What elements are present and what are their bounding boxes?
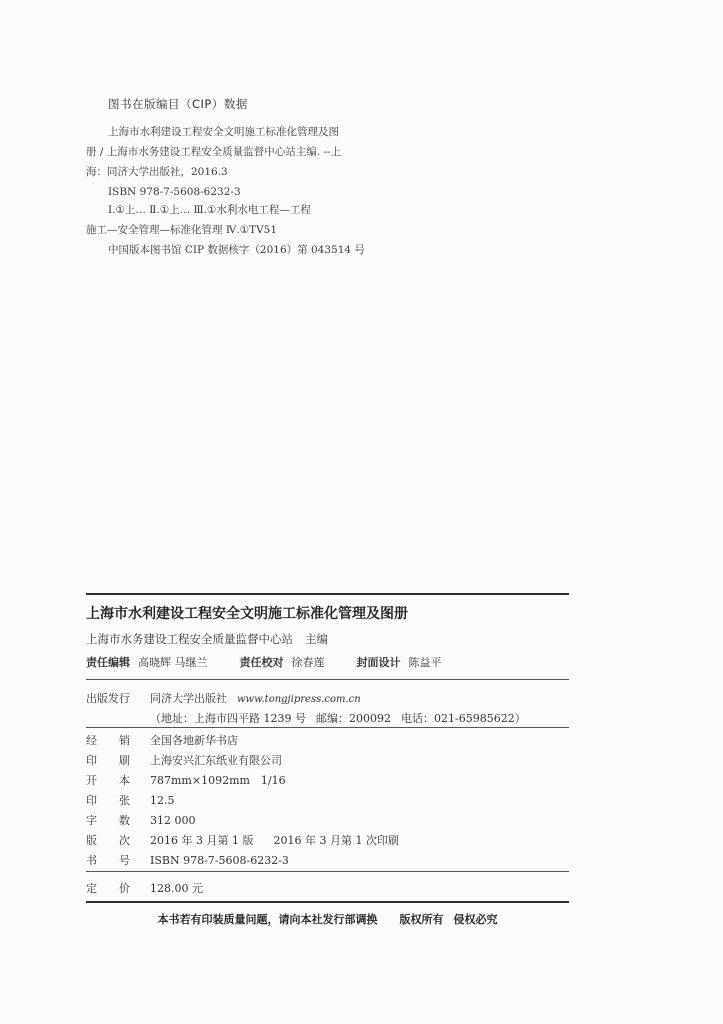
infringement-text: 侵权必究 (453, 913, 498, 926)
format-row (86, 772, 286, 788)
cip-line: 册 / 上海市水务建设工程安全质量监督中心站主编. --上 (86, 146, 341, 158)
publisher-label: 出版发行 (86, 692, 130, 705)
address: （地址：上海市四平路 1239 号 (150, 712, 306, 725)
cip-title: 图书在版编目（CIP）数据 (108, 97, 248, 111)
footer-notice (86, 911, 569, 927)
responsible-editor-names: 高晓辉 马继兰 (138, 656, 208, 669)
row-label: 版 次 (86, 834, 130, 847)
responsible-editor-label: 责任编辑 (86, 656, 130, 669)
publisher-name: 同济大学出版社 (150, 692, 227, 705)
row-value: 787mm×1092mm 1/16 (150, 774, 286, 787)
word-count-row (86, 812, 196, 828)
phone: 电话：021-65985622） (401, 712, 526, 725)
distributor-row (86, 732, 238, 748)
quality-notice: 本书若有印装质量问题，请向本社发行部调换 (157, 913, 378, 926)
row-label: 开 本 (86, 774, 130, 787)
row-value: 上海安兴汇东纸业有限公司 (150, 754, 282, 767)
proofreader-name: 徐春莲 (291, 656, 325, 669)
row-label: 书 号 (86, 854, 130, 867)
cip-line: Ⅰ.①上… Ⅱ.①上… Ⅲ.①水利水电工程—工程 (108, 204, 311, 216)
divider (86, 727, 569, 728)
row-label: 字 数 (86, 814, 130, 827)
row-label: 经 销 (86, 734, 130, 747)
cip-line: 施工—安全管理—标准化管理 Ⅳ.①TV51 (86, 224, 278, 236)
cover-designer-name: 陈益平 (408, 656, 442, 669)
editor-name: 上海市水务建设工程安全质量监督中心站 (86, 632, 293, 646)
row-label: 印 张 (86, 794, 130, 807)
row-value: 2016 年 3 月第 1 版 (150, 834, 254, 847)
cip-line: ISBN 978-7-5608-6232-3 (108, 186, 241, 198)
divider (86, 901, 569, 903)
edition-row (86, 832, 399, 848)
isbn-row (86, 852, 289, 868)
sheets-row (86, 792, 175, 808)
cip-classification (86, 200, 406, 260)
copyright-text: 版权所有 (399, 913, 444, 926)
postcode: 邮编：200092 (316, 712, 391, 725)
editor-role: 主编 (305, 632, 328, 646)
printing-value: 2016 年 3 月第 1 次印刷 (273, 834, 399, 847)
divider (86, 679, 569, 680)
printer-row (86, 752, 282, 768)
divider (86, 593, 569, 595)
row-label: 印 刷 (86, 754, 130, 767)
proofreader-label: 责任校对 (239, 656, 284, 669)
cip-line: 中国版本图书馆 CIP 数据核字（2016）第 043514 号 (108, 244, 365, 256)
cip-line: 海：同济大学出版社，2016.3 (86, 166, 228, 178)
book-title: 上海市水利建设工程安全文明施工标准化管理及图册 (86, 606, 408, 622)
price-row (86, 880, 203, 896)
cip-line: 上海市水利建设工程安全文明施工标准化管理及图 (108, 126, 339, 138)
publisher-url: www.tongjipress.com.cn (237, 694, 361, 705)
cover-design-label: 封面设计 (356, 656, 401, 669)
cip-record (86, 122, 406, 202)
row-value: ISBN 978-7-5608-6232-3 (150, 854, 289, 867)
row-value: 12.5 (150, 794, 175, 807)
divider (86, 871, 569, 872)
row-value: 312 000 (150, 814, 196, 827)
editor-line (86, 631, 328, 647)
row-value: 全国各地新华书店 (150, 734, 238, 747)
publisher-row (86, 690, 361, 706)
credits-line (86, 654, 442, 670)
address-row (150, 710, 526, 726)
price-value: 128.00 元 (150, 882, 203, 895)
price-label: 定 价 (86, 882, 130, 895)
